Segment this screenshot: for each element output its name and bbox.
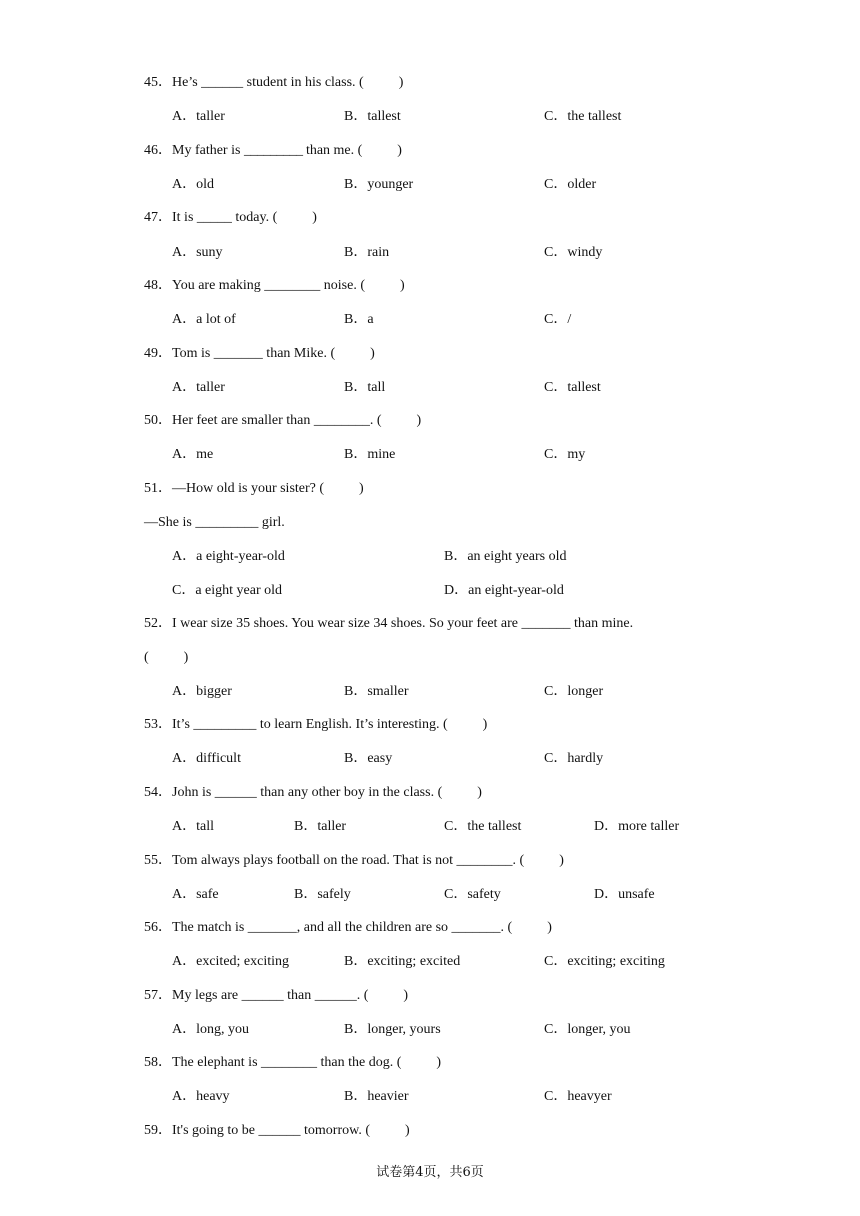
question-55: 55．Tom always plays football on the road. That is not ________. ( ): [144, 853, 564, 868]
question-46: [144, 142, 402, 160]
option-47-a: A．suny: [172, 245, 223, 260]
option-57-b: B．longer, yours: [344, 1022, 441, 1037]
question-46-text-b: than me. ( ): [302, 143, 402, 158]
option-49-b: B．tall: [344, 380, 386, 395]
option-55-b: B．safely: [294, 887, 351, 902]
option-45-a: A．taller: [172, 109, 225, 124]
question-50: 50．Her feet are smaller than ________. ( ): [144, 413, 422, 428]
option-52-b: B．smaller: [344, 684, 409, 699]
question-56: 56．The match is _______, and all the children are so _______. ( ): [144, 920, 552, 935]
question-59: 59．It's going to be ______ tomorrow. ( ): [144, 1123, 410, 1138]
option-57-a: A．long, you: [172, 1022, 249, 1037]
option-51-d: D．an eight-year-old: [444, 583, 564, 598]
option-50-a: A．me: [172, 447, 214, 462]
option-51-a: A．a eight-year-old: [172, 549, 285, 564]
option-45-c: C．the tallest: [544, 109, 622, 124]
question-54: 54．John is ______ than any other boy in the class. ( ): [144, 785, 482, 800]
question-52-continuation: ( ): [144, 650, 189, 665]
option-46-c: C．older: [544, 177, 597, 192]
option-54-d: D．more taller: [594, 819, 680, 834]
option-53-b: B．easy: [344, 751, 393, 766]
option-48-c: C．/: [544, 312, 572, 327]
option-53-a: A．difficult: [172, 751, 241, 766]
option-54-a: A．tall: [172, 819, 214, 834]
question-58: 58．The elephant is ________ than the dog. ( ): [144, 1055, 442, 1070]
question-46-text-a: 46．My father is: [144, 143, 244, 158]
option-46-b: B．younger: [344, 177, 414, 192]
option-54-c: C．the tallest: [444, 819, 522, 834]
option-53-c: C．hardly: [544, 751, 604, 766]
option-49-c: C．tallest: [544, 380, 601, 395]
option-48-b: B．a: [344, 312, 374, 327]
option-58-c: C．heavyer: [544, 1089, 612, 1104]
option-56-a: A．excited; exciting: [172, 954, 290, 969]
question-53: 53．It’s _________ to learn English. It’s interesting. ( ): [144, 717, 488, 732]
question-45: 45．He’s ______ student in his class. ( ): [144, 75, 404, 90]
option-50-b: B．mine: [344, 447, 396, 462]
option-48-a: A．a lot of: [172, 312, 236, 327]
page-footer: 试卷第4页，共6页: [376, 1165, 484, 1180]
option-51-c: C．a eight year old: [172, 583, 283, 598]
option-58-a: A．heavy: [172, 1089, 230, 1104]
option-56-b: B．exciting; excited: [344, 954, 461, 969]
option-58-b: B．heavier: [344, 1089, 409, 1104]
option-47-b: B．rain: [344, 245, 390, 260]
question-52: 52．I wear size 35 shoes. You wear size 34 shoes. So your feet are _______ than mine.: [144, 616, 634, 631]
option-55-d: D．unsafe: [594, 887, 655, 902]
option-49-a: A．taller: [172, 380, 225, 395]
question-49: 49．Tom is _______ than Mike. ( ): [144, 346, 375, 361]
option-55-c: C．safety: [444, 887, 501, 902]
option-57-c: C．longer, you: [544, 1022, 631, 1037]
option-51-b: B．an eight years old: [444, 549, 567, 564]
question-47: 47．It is _____ today. ( ): [144, 210, 317, 225]
question-46-blank: _________: [243, 143, 303, 158]
option-52-a: A．bigger: [172, 684, 232, 699]
option-54-b: B．taller: [294, 819, 347, 834]
question-57: 57．My legs are ______ than ______. ( ): [144, 988, 409, 1003]
option-52-c: C．longer: [544, 684, 604, 699]
question-48: 48．You are making ________ noise. ( ): [144, 278, 405, 293]
option-50-c: C．my: [544, 447, 586, 462]
option-46-a: A．old: [172, 177, 214, 192]
question-51: 51．—How old is your sister? ( ): [144, 481, 364, 496]
question-51-continuation: —She is _________ girl.: [144, 515, 285, 530]
option-55-a: A．safe: [172, 887, 219, 902]
option-45-b: B．tallest: [344, 109, 401, 124]
option-47-c: C．windy: [544, 245, 603, 260]
option-56-c: C．exciting; exciting: [544, 954, 665, 969]
